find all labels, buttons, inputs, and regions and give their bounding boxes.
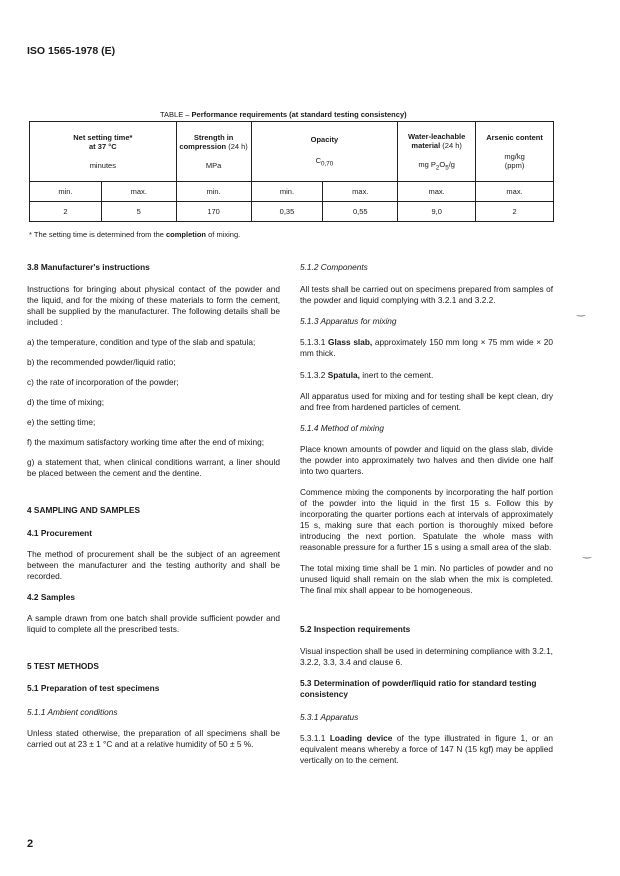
header-water-leachable: Water-leachable material (24 h) mg $P_2O_5/g$	[398, 122, 476, 182]
paragraph: Instructions for bringing about physical contact of the powder and the liquid, and for the mixing of these materials to form the cement, shall be supplied by the manufacturer. The following details shall be included :	[27, 284, 280, 327]
section-heading: 5.1 Preparation of test specimens	[27, 683, 160, 693]
table-value-row: 2 5 170 0,35 0,55 9,0 2	[30, 202, 554, 222]
document-header: ISO 1565-1978 (E)	[27, 45, 116, 57]
margin-mark: ‿	[577, 306, 586, 317]
header-setting-time: Net setting time* at 37 °C minutes	[30, 122, 177, 182]
margin-mark: ‿	[583, 548, 592, 559]
table-header-row	[30, 122, 554, 182]
section-heading: 5.1.1 Ambient conditions	[27, 707, 118, 717]
section-heading: 3.8 Manufacturer's instructions	[27, 262, 150, 272]
table-caption: TABLE – Performance requirements (at standard testing consistency)	[160, 110, 407, 119]
paragraph: Commence mixing the components by incorporating the half portion of the powder into the liquid in the first 15 s. Follow this by incorporating the quarter portions each at intervals of approximately 15 s, making sure that each portion is thoroughly mixed before introducing the next portion. Spatulate the whole mass with reasonable pressure for a further 15 s using a small area of the slab.	[300, 487, 553, 552]
list-item: b) the recommended powder/liquid ratio;	[27, 357, 176, 367]
list-item: f) the maximum satisfactory working time after the end of mixing;	[27, 437, 265, 447]
section-heading: 4.1 Procurement	[27, 528, 93, 538]
paragraph: All apparatus used for mixing and for testing shall be kept clean, dry and free from hardened particles of cement.	[300, 391, 553, 412]
header-strength: Strength in compression (24 h) MPa	[176, 122, 251, 182]
section-heading: 5 TEST METHODS	[27, 661, 99, 671]
paragraph: Visual inspection shall be used in determining compliance with 3.2.1, 3.2.2, 3.3, 3.4 and clause 6.	[300, 646, 553, 667]
list-item: a) the temperature, condition and type of the slab and spatula;	[27, 337, 256, 347]
section-heading: 5.2 Inspection requirements	[300, 624, 411, 634]
list-item: c) the rate of incorporation of the powder;	[27, 377, 179, 387]
section-heading: 4.2 Samples	[27, 592, 75, 602]
section-heading: 5.1.2 Components	[300, 262, 368, 272]
section-heading: 5.1.4 Method of mixing	[300, 423, 384, 433]
section-heading: 5.3 Determination of powder/liquid ratio for standard testing consistency	[300, 678, 537, 699]
list-item: g) a statement that, when clinical conditions warrant, a liner should be placed between the cement and the dentine.	[27, 457, 280, 478]
table-footnote: * The setting time is determined from the completion of mixing.	[29, 230, 241, 239]
page-number: 2	[27, 838, 34, 850]
paragraph: Unless stated otherwise, the preparation of all specimens shall be carried out at 23 ± 1 °C and at a relative humidity of 50 ± 5 %.	[27, 728, 280, 749]
list-item: d) the time of mixing;	[27, 397, 105, 407]
paragraph: 5.1.3.2 Spatula, inert to the cement.	[300, 370, 434, 380]
paragraph: The method of procurement shall be the subject of an agreement between the manufacturer and the testing authority and shall be recorded.	[27, 549, 280, 581]
paragraph: Place known amounts of powder and liquid on the glass slab, divide the powder into approximately two halves and then divide one half into two quarters.	[300, 444, 553, 476]
paragraph: A sample drawn from one batch shall provide sufficient powder and liquid to complete all the prescribed tests.	[27, 613, 280, 634]
paragraph: 5.3.1.1 Loading device of the type illustrated in figure 1, or an equivalent means whereby a force of 147 N (15 kgf) may be applied vertically on to the cement.	[300, 733, 553, 765]
section-heading: 5.1.3 Apparatus for mixing	[300, 316, 397, 326]
paragraph: The total mixing time shall be 1 min. No particles of powder and no unused liquid shall remain on the slab when the mix is completed. The final mix shall appear to be homogeneous.	[300, 563, 553, 595]
table-limit-row: min. max. min. min. max. max. max.	[30, 182, 554, 202]
paragraph: 5.1.3.1 Glass slab, approximately 150 mm long × 75 mm wide × 20 mm thick.	[300, 337, 553, 358]
performance-table	[29, 121, 554, 222]
left-column	[27, 262, 280, 750]
header-arsenic: Arsenic content mg/kg (ppm)	[476, 122, 554, 182]
list-item: e) the setting time;	[27, 417, 96, 427]
paragraph: All tests shall be carried out on specimens prepared from samples of the powder and liquid complying with 3.2.1 and 3.2.2.	[300, 284, 553, 305]
right-column	[300, 262, 553, 766]
section-heading: 5.3.1 Apparatus	[300, 712, 359, 722]
section-heading: 4 SAMPLING AND SAMPLES	[27, 505, 141, 515]
header-opacity: Opacity $C_{0,70}$	[251, 122, 398, 182]
